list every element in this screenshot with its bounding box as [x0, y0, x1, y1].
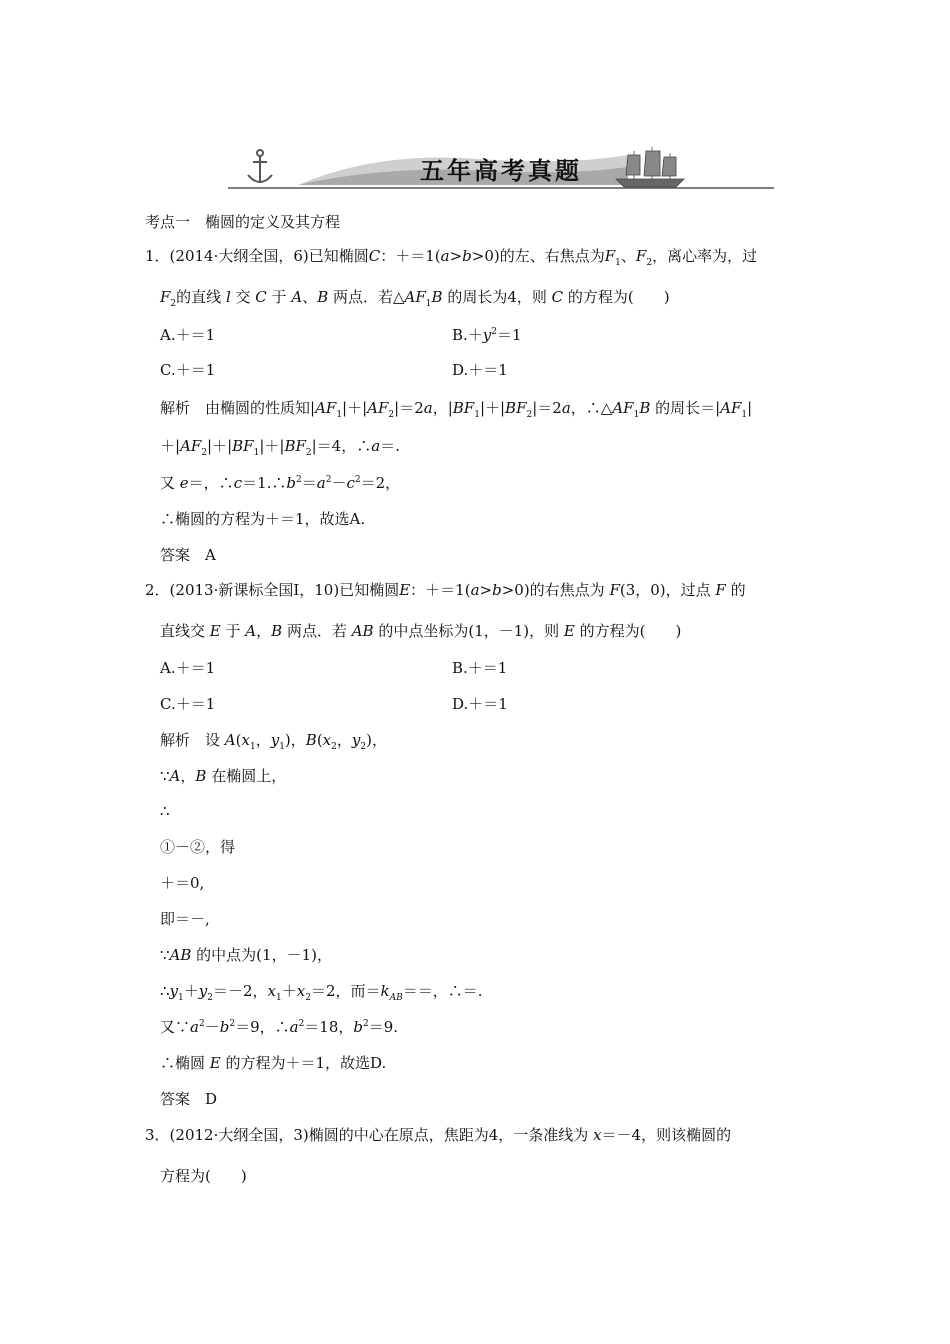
q1-option-b: $B.+y^2=1$ — [452, 326, 522, 344]
q1-solution-line4: ∴椭圆的方程为＋＝1，故选A. — [160, 510, 366, 528]
q2-option-b: B.＋＝1 — [452, 659, 508, 677]
q1-intro: 1．(2014·大纲全国，6)已知椭圆 — [145, 247, 369, 265]
q1-answer: 答案 A — [160, 546, 216, 564]
q3-stem-line2: 方程为( ) — [160, 1167, 247, 1185]
q1-stem-line1: 1．(2014·大纲全国，6)已知椭圆C：＋＝1(a>b>0)的左、右焦点为$F_1$、$F_2$，离心率为，过 — [145, 247, 758, 268]
q2-intro: 2．(2013·新课标全国Ⅰ，10)已知椭圆 — [145, 581, 400, 599]
q2-answer: 答案 D — [160, 1090, 218, 1108]
q3-line1: 3．(2012·大纲全国，3)椭圆的中心在原点，焦距为4，一条准线为 — [145, 1126, 589, 1144]
q1-solution-line3: 又 e＝，$\therefore c=1.\therefore b^2=a^2-c^2=2$， — [160, 474, 401, 492]
q2-solution-line2: ∵A，B 在椭圆上， — [160, 767, 287, 785]
q2-stem-line1: 2．(2013·新课标全国Ⅰ，10)已知椭圆E：＋＝1(a>b>0)的右焦点为 F(3，0)，过点 F 的 — [145, 581, 746, 599]
q1-solution-line1: 解析 由椭圆的性质知$|AF_1|+|AF_2|=2a$，$|BF_1|+|BF_2|=2a$，$\therefore\triangle AF_1B$ 的周长$=|AF_1|$ — [160, 399, 753, 420]
section-banner — [228, 145, 774, 193]
q3-stem-line1: 3．(2012·大纲全国，3)椭圆的中心在原点，焦距为4，一条准线为 x＝－4，则该椭圆的 — [145, 1126, 732, 1144]
q2-solution-line1: 解析 设 $A(x_1$，$y_1$)，$B(x_2$，$y_2$)， — [160, 731, 387, 752]
q2-option-a: A.＋＝1 — [160, 659, 216, 677]
q2-solution-line9: 又$\because a^2-b^2=9$，$\therefore a^2=18$，$b^2=9$. — [160, 1018, 399, 1036]
q1-option-a: A.＋＝1 — [160, 326, 216, 344]
q1-solution-line2: $+|AF_2|+|BF_1|+|BF_2|=4$，∴a＝. — [160, 437, 400, 458]
q2-solution-line10: ∴椭圆 E 的方程为＋＝1，故选D. — [160, 1054, 387, 1072]
q2-option-d: D.＋＝1 — [452, 695, 508, 713]
q2-option-c: C.＋＝1 — [160, 695, 216, 713]
q2-solution-line5: ＋＝0, — [160, 874, 205, 892]
q2-solution-line6: 即＝－, — [160, 910, 210, 928]
q1-option-c: C.＋＝1 — [160, 361, 216, 379]
q1-option-d: D.＋＝1 — [452, 361, 508, 379]
q1-stem-line2: $F_2$的直线 l 交 C 于 A、B 两点．若$\triangle AF_1B$ 的周长为4，则 C 的方程为( ) — [160, 288, 670, 309]
q2-solution-line7: ∵AB 的中点为(1，－1)， — [160, 946, 332, 964]
section-title: 考点一 椭圆的定义及其方程 — [145, 213, 341, 231]
q2-solution-line3: ∴ — [160, 802, 170, 820]
banner-title: 五年高考真题 — [420, 157, 582, 185]
q2-solution-line8: $\therefore y_1+y_2=-2$，$x_1+x_2=2$，而$=k_{AB}==$，∴＝. — [160, 982, 483, 1003]
q2-solution-line4: ①－②，得 — [160, 838, 236, 856]
q2-stem-line2: 直线交 E 于 A，B 两点．若 AB 的中点坐标为(1，－1)，则 E 的方程为( ) — [160, 622, 682, 640]
